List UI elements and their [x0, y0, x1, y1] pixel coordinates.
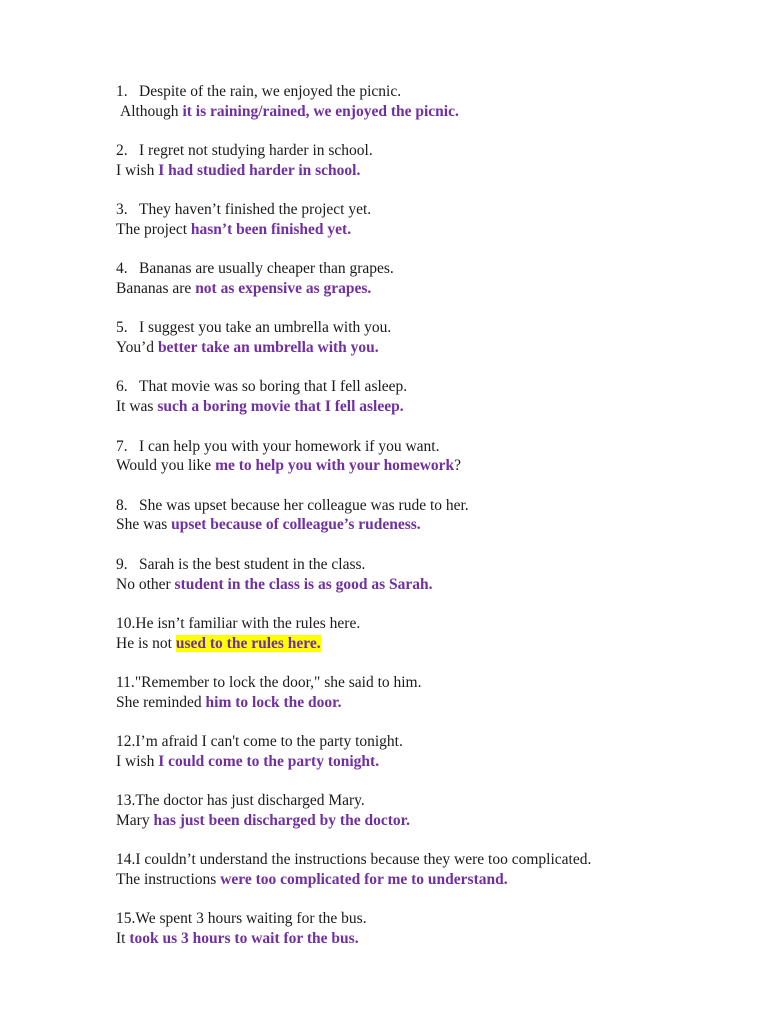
answer-text: student in the class is as good as Sarah.: [174, 575, 433, 593]
question-line: [116, 82, 736, 102]
question-text: Bananas are usually cheaper than grapes.: [139, 260, 394, 278]
question-number: 15.: [116, 910, 136, 928]
answer-lead: Would you like: [116, 457, 212, 475]
question-line: [116, 437, 736, 457]
question-text: They haven’t finished the project yet.: [139, 201, 372, 219]
exercise-item-2: [116, 141, 736, 181]
answer-lead: Bananas are: [116, 280, 192, 298]
exercise-item-10: [116, 614, 736, 654]
question-text: Sarah is the best student in the class.: [139, 555, 366, 573]
answer-lead: You’d: [116, 339, 155, 357]
answer-line: [116, 811, 736, 831]
answer-line: [116, 515, 736, 535]
exercise-item-8: [116, 496, 736, 536]
answer-line: [116, 161, 736, 181]
question-line: [116, 318, 736, 338]
answer-lead: She reminded: [116, 693, 202, 711]
question-text: The doctor has just discharged Mary.: [135, 792, 365, 810]
answer-lead: I wish: [116, 161, 155, 179]
answer-line: [116, 870, 736, 890]
exercise-item-5: [116, 318, 736, 358]
answer-line: [116, 220, 736, 240]
question-number: 8.: [116, 496, 128, 514]
answer-lead: No other: [116, 575, 171, 593]
answer-line: [116, 929, 736, 949]
question-number: 7.: [116, 437, 128, 455]
question-text: I can help you with your homework if you want.: [139, 437, 440, 455]
answer-lead: The instructions: [116, 871, 217, 889]
answer-text: I could come to the party tonight.: [158, 752, 380, 770]
answer-line: [116, 693, 736, 713]
question-text: I suggest you take an umbrella with you.: [139, 319, 392, 337]
question-line: [116, 850, 736, 870]
answer-lead: It was: [116, 398, 154, 416]
question-line: [116, 909, 736, 929]
answer-line: [116, 752, 736, 772]
question-number: 11.: [116, 673, 135, 691]
answer-lead: I wish: [116, 752, 155, 770]
question-line: [116, 614, 736, 634]
answer-text: such a boring movie that I fell asleep.: [157, 398, 404, 416]
answer-text: upset because of colleague’s rudeness.: [171, 516, 421, 534]
answer-line: [116, 456, 736, 476]
question-number: 13.: [116, 792, 136, 810]
question-number: 5.: [116, 319, 128, 337]
answer-text: has just been discharged by the doctor.: [153, 811, 410, 829]
question-line: [116, 496, 736, 516]
question-text: She was upset because her colleague was rude to her.: [139, 496, 469, 514]
answer-lead: Although: [120, 102, 179, 120]
question-line: [116, 259, 736, 279]
exercise-item-11: [116, 673, 736, 713]
exercise-item-4: [116, 259, 736, 299]
question-number: 2.: [116, 142, 128, 160]
exercise-item-6: [116, 377, 736, 417]
question-line: [116, 141, 736, 161]
exercise-item-1: [116, 82, 736, 122]
question-line: [116, 555, 736, 575]
answer-text: it is raining/rained, we enjoyed the picnic.: [182, 102, 459, 120]
answer-lead: He is not: [116, 634, 172, 652]
question-number: 12.: [116, 733, 136, 751]
answer-text: me to help you with your homework: [215, 457, 455, 475]
answer-text: better take an umbrella with you.: [157, 339, 379, 357]
question-line: [116, 377, 736, 397]
question-line: [116, 673, 736, 693]
answer-line: [116, 634, 736, 654]
answer-lead: Mary: [116, 811, 150, 829]
exercise-item-14: [116, 850, 736, 890]
answer-text: not as expensive as grapes.: [195, 280, 372, 298]
question-text: "Remember to lock the door," she said to him.: [134, 673, 422, 691]
exercise-item-13: [116, 791, 736, 831]
answer-text: hasn’t been finished yet.: [190, 220, 352, 238]
question-line: [116, 791, 736, 811]
question-text: We spent 3 hours waiting for the bus.: [135, 910, 367, 928]
question-text: I’m afraid I can't come to the party tonight.: [135, 733, 403, 751]
question-text: That movie was so boring that I fell asleep.: [139, 378, 408, 396]
exercise-item-3: [116, 200, 736, 240]
question-text: I regret not studying harder in school.: [139, 142, 373, 160]
answer-text: took us 3 hours to wait for the bus.: [129, 930, 359, 948]
question-text: I couldn’t understand the instructions because they were too complicated.: [135, 851, 592, 869]
answer-text: I had studied harder in school.: [158, 161, 361, 179]
exercise-item-7: [116, 437, 736, 477]
question-number: 10.: [116, 614, 136, 632]
question-number: 4.: [116, 260, 128, 278]
exercise-list: [116, 82, 736, 968]
answer-lead: The project: [116, 220, 188, 238]
question-number: 6.: [116, 378, 128, 396]
exercise-item-9: [116, 555, 736, 595]
answer-line: [116, 575, 736, 595]
answer-line: [116, 397, 736, 417]
question-number: 3.: [116, 201, 128, 219]
question-number: 1.: [116, 83, 128, 100]
answer-lead: It: [116, 930, 126, 948]
exercise-item-12: [116, 732, 736, 772]
exercise-item-15: [116, 909, 736, 949]
question-line: [116, 732, 736, 752]
answer-tail: ?: [454, 457, 462, 475]
answer-line: [116, 338, 736, 358]
question-number: 14.: [116, 851, 136, 869]
question-line: [116, 200, 736, 220]
answer-line: [116, 279, 736, 299]
answer-lead: She was: [116, 516, 168, 534]
answer-line: [116, 102, 736, 122]
question-text: Despite of the rain, we enjoyed the picnic.: [139, 83, 402, 100]
answer-text: were too complicated for me to understand.: [220, 871, 508, 889]
answer-text-highlighted: used to the rules here.: [175, 634, 321, 652]
question-number: 9.: [116, 555, 128, 573]
answer-text: him to lock the door.: [205, 693, 342, 711]
question-text: He isn’t familiar with the rules here.: [135, 614, 361, 632]
